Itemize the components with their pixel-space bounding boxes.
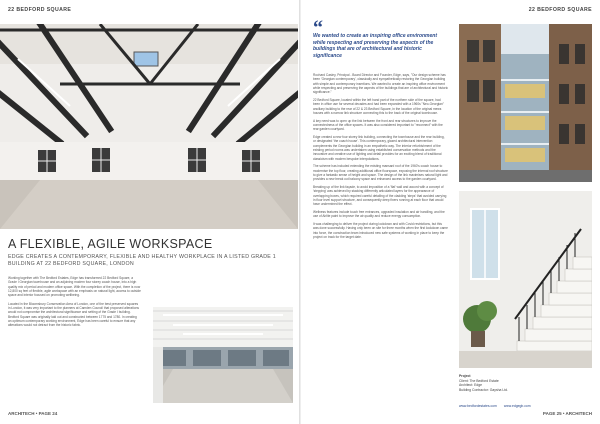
- office-photo: [153, 307, 293, 403]
- staircase-photo: [459, 191, 592, 368]
- exterior-illustration: [459, 24, 592, 182]
- project-contractor: Building Contractor: Gaysha Ltd.: [459, 387, 509, 392]
- office-illustration: [153, 307, 293, 403]
- page-gutter: [299, 0, 301, 424]
- body-paragraph: Breaking up of the link façade, to avoid imposition of a 'flat' wall and accord with a concept of 'stepping' was achieved by stacking differently articulated layers for the appearance of overlapping boxes, which required careful detailing of the cladding 'steps' that avoided carrying in floor level support structure, and consequently deep fixers running at each floor that would have undermined the effect.: [313, 185, 447, 207]
- left-body-column: [8, 276, 141, 332]
- link-edge[interactable]: www.edgegb.com: [503, 404, 531, 408]
- pull-quote: We wanted to create an inspiring office environment while respecting and preserving the aspects of the buildings that are of architectural and historic significance: [313, 33, 438, 60]
- link-bedford-estates[interactable]: www.bedfordestates.com: [459, 404, 497, 408]
- right-body-column: [313, 73, 448, 243]
- web-links: [459, 404, 592, 408]
- project-client: Client: The Bedford Estate: [459, 378, 499, 383]
- project-architect: Architect: Edge: [459, 383, 482, 388]
- body-paragraph: Rochard Casley, Principal - Board Director and Founder, Edge, says, "Our design scheme has been 'Georgian contemporary', classically and sympathetically restoring the Georgian building with simple and contemporary insertions. We wanted to create an inspiring office environment while respecting and preserving the aspects of the buildings that are of architectural and historic significance.": [313, 73, 449, 95]
- body-paragraph: It was challenging to deliver the project during lockdown and with Covid restrictions, but this was done successfully. Having only been on site for three months when the first lockdown came into force, the construction team introduced new safe systems of working in place to keep the project on track for the target date.: [313, 222, 448, 239]
- folio-left: ARCHITECH • PAGE 24: [8, 411, 58, 416]
- interior-roof-illustration: [0, 24, 298, 229]
- body-paragraph: A key need was to open up the link between the front and rear structures to improve the connectedness of the office spaces. It was also considered important to "reconnect" with the rear garden courtyard.: [313, 118, 443, 132]
- article-headline: A FLEXIBLE, AGILE WORKSPACE: [8, 237, 213, 251]
- hero-photo-interior: [0, 24, 298, 229]
- body-paragraph: Working together with The Bedford Estates, Edge has transformed 22 Bedford Square, a Grade I Georgian townhouse and an adjoining modern four storey coach house, into a high quality mix of period and modern office space. With the completion of the project, there is now 12,800 sq feet of flexible, agile workspace with an emphasis on natural light, access to outside space and interior focused on promoting wellbeing.: [8, 276, 141, 298]
- body-paragraph: 22 Bedford Square, located within the left hand part of the northern side of the square, had been in office use for several decades and had been expanded with a 1960s "Neo-Georgian" ancillary building to the rear of 22 & 23 Bedford Square, in the location of the original mews houses with a narrow link structure connecting this to the back of the original townhouse.: [313, 97, 444, 115]
- quote-mark-icon: “: [313, 17, 323, 39]
- running-head-left: 22 BEDFORD SQUARE: [8, 7, 72, 13]
- body-paragraph: Located in the Bloomsbury Conservation Area of London, one of the best preserved squares in London, it was very important to the planners at Camden Council that proposed alterations would not compromise the architectural significance and setting of the Grade I building. Bedford Square was originally laid out and constructed between 1775 and 1780. In creating an optimum contemporary working environment, Edge has been careful to ensure that any alterations would not detract from the historic fabric.: [8, 301, 139, 328]
- exterior-photo: [459, 24, 592, 182]
- folio-right: PAGE 25 • ARCHITECH: [542, 411, 592, 416]
- body-paragraph: Wellness features include touch free entrances, upgraded insulation and air handling, and the use of Airlite paint to improve the air quality and reduce energy consumption.: [313, 210, 445, 219]
- project-credits-title: Project: [459, 374, 471, 378]
- staircase-illustration: [459, 191, 592, 368]
- body-paragraph: Edge created a new four storey link building, connecting the townhouse and the rear building, or designated 'the coach house'. This contemporary, glazed architectural intervention complements the Georgian building in an empathetic way. The interior refurbishment of the existing period rooms was undertaken using established conservation methods and the innovative and creative use of lighting and detail provides for an exciting blend of traditional classicism with modern bespoke interpolations.: [313, 135, 445, 161]
- project-credits: [459, 374, 592, 392]
- body-paragraph: The scheme has included extending the existing mansard roof of the 1960's coach house to modernise the top floor, creating additional office floorspace, exposing the internal roof structure to give a fantastic sense of height and space. The design of the link maximises natural light and provides a new break out balcony space and enhanced access to the garden courtyard.: [313, 164, 448, 182]
- running-head-right: 22 BEDFORD SQUARE: [528, 7, 592, 13]
- article-subhead: EDGE CREATES A CONTEMPORARY, FLEXIBLE AND HEALTHY WORKPLACE IN A LISTED GRADE 1 BUILDING AT 22 BEDFORD SQUARE, LONDON: [8, 254, 276, 268]
